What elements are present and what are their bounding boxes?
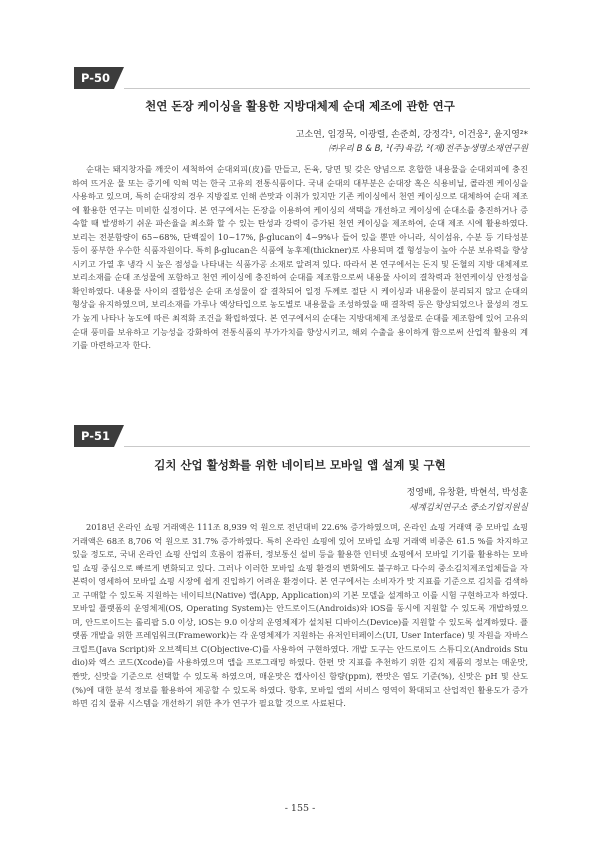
abstract-title: 천연 돈장 케이싱을 활용한 지방대체제 순대 제조에 관한 연구 [145,99,455,113]
abstract-affiliation: ㈜우리 B & B, ¹(주)육감, ²(재)전주농생명소재연구원 [328,144,528,154]
tag-slant-decoration [114,425,124,447]
abstract-tag-row [74,425,530,447]
abstract-tag-row [74,67,530,89]
page-number: - 155 - [284,803,316,814]
divider [124,446,530,447]
abstract-tag: P-50 [74,67,114,89]
tag-slant-decoration [114,67,124,89]
abstract-authors: 고소연, 임경묵, 이광렬, 손준희, 강정각¹, 이건웅², 윤지영²* [295,130,528,140]
abstract-title: 김치 산업 활성화를 위한 네이티브 모바일 앱 설계 및 구현 [154,458,446,472]
abstract-tag: P-51 [74,425,114,447]
divider [124,88,530,89]
abstract-body: 순대는 돼지창자를 깨끗이 세척하여 순대외피(皮)를 만들고, 돈육, 당면 및 갖은 양념으로 혼합한 내용물을 순대외피에 충진하여 뜨거운 물 또는 증기에 익혀 먹는 한국 고유의 전통식품이다. 국내 순대의 대부분은 순대장 혹은 식용비닐, 콜라겐 케이싱을 사용하고 있으며, 특히 순대장의 경우 지방질로 인해 쓴맛과 이취가 있지만 기존 케이싱에서 천연 케이싱으로 대체하여 순대 제조에 활용한 연구는 미비한 실정이다. 본 연구에서는 돈장을 이용하여 케이싱의 색택을 개선하고 케이싱에 순대소를 충진하거나 증숙할 때 발생하기 쉬운 파손율을 최소화 할 수 있는 탄성과 강력이 증가된 천연 케이싱을 제조하여, 순대 제조 시에 활용하였다. 보리는 전분함량이 65~68%, 단백질이 10~17%, β-glucan이 4~9%나 들어 있을 뿐만 아니라, 식이섬유, 수분 등 기타성분 등이 풍부한 우수한 식품자원이다. 특히 β-glucan은 식품에 농후제(thickner)로 사용되며 겔 형성능이 높아 수분 보유력을 향상시키고 가열 후 냉각 시 높은 점성을 나타내는 식품가공 소재로 알려져 있다. 따라서 본 연구에서는 돈지 및 돈혈의 지방 대체제로 보리소재를 순대 조성물에 포함하고 천연 케이싱에 충진하여 순대를 제조함으로써 내용물 사이의 결착력과 천연케이싱 안정성을 확인하였다. 내용물 사이의 결합성은 순대 조성물이 잘 결착되어 일정 두께로 절단 시 케이싱과 내용물이 분리되지 않고 순대의 형상을 유지하였으며, 보리소재를 가루나 액상타입으로 농도별로 내용물을 조성하였을 때 결착력 등은 향상되었으나 물성의 경도가 높게 나타나 농도에 따른 최적화 조건을 확립하였다. 본 연구에서의 순대는 지방대체제 조성물로 순대를 제조함에 있어 고유의 순대 풍미를 보유하고 기능성을 강화하여 전통식품의 부가가치를 향상시키고, 해외 수출을 용이하게 함으로써 산업적 활용의 계기를 마련하고자 한다. [72,164,528,351]
abstract-body: 2018년 온라인 쇼핑 거래액은 111조 8,939 억 원으로 전년대비 22.6% 증가하였으며, 온라인 쇼핑 거래액 중 모바일 쇼핑 거래액은 68조 8,706 억 원으로 31.7% 증가하였다. 특히 온라인 쇼핑에 있어 모바일 쇼핑 거래액 비중은 61.5 %를 차지하고 있을 정도로, 국내 온라인 쇼핑 산업의 흐름이 컴퓨터, 정보통신 설비 등을 활용한 인터넷 쇼핑에서 모바일 기기를 활용하는 모바일 쇼핑 중심으로 빠르게 변화되고 있다. 그러나 이러한 모바일 쇼핑 환경의 변화에도 불구하고 다수의 중소김치제조업체들을 자본력이 영세하여 모바일 쇼핑 시장에 쉽게 진입하기 어려운 환경이다. 본 연구에서는 소비자가 맛 지표를 기준으로 김치를 검색하고 구매할 수 있도록 지원하는 네이티브(Native) 앱(App, Application)의 기본 모델을 설계하고 이를 시험 구현하고자 하였다. 모바일 플랫폼의 운영체제(OS, Operating System)는 안드로이드(Androids)와 iOS를 동시에 지원할 수 있도록 개발하였으며, 안드로이드는 롤리팝 5.0 이상, iOS는 9.0 이상의 운영체제가 설치된 디바이스(Device)를 지원할 수 있도록 설계하였다. 플랫폼 개발을 위한 프레임워크(Framework)는 각 운영체제가 지원하는 유저인터페이스(UI, User Interface) 및 자원을 자바스크립트(Java Script)와 오브젝티브 C(Objective-C)를 사용하여 구현하였다. 개발 도구는 안드로이드 스튜디오(Androids Studio)와 엑스 코드(Xcode)를 사용하였으며 앱을 프로그래밍 하였다. 한편 맛 지표를 추천하기 위한 김치 제품의 정보는 매운맛, 짠맛, 신맛을 기준으로 선택할 수 있도록 하였으며, 매운맛은 캡사이신 함량(ppm), 짠맛은 염도 기준(%), 신맛은 pH 및 산도(%)에 대한 분석 정보를 활용하여 제공할 수 있도록 하였다. 향후, 모바일 앱의 서비스 영역이 확대되고 산업적인 활용도가 증가하면 김치 물류 시스템을 개선하기 위한 추가 연구가 필요할 것으로 사료된다. [72,522,528,709]
abstract-authors: 정영배, 유창환, 박현석, 박성훈 [406,488,528,498]
abstract-affiliation: 세계김치연구소 중소기업지원실 [409,503,528,513]
